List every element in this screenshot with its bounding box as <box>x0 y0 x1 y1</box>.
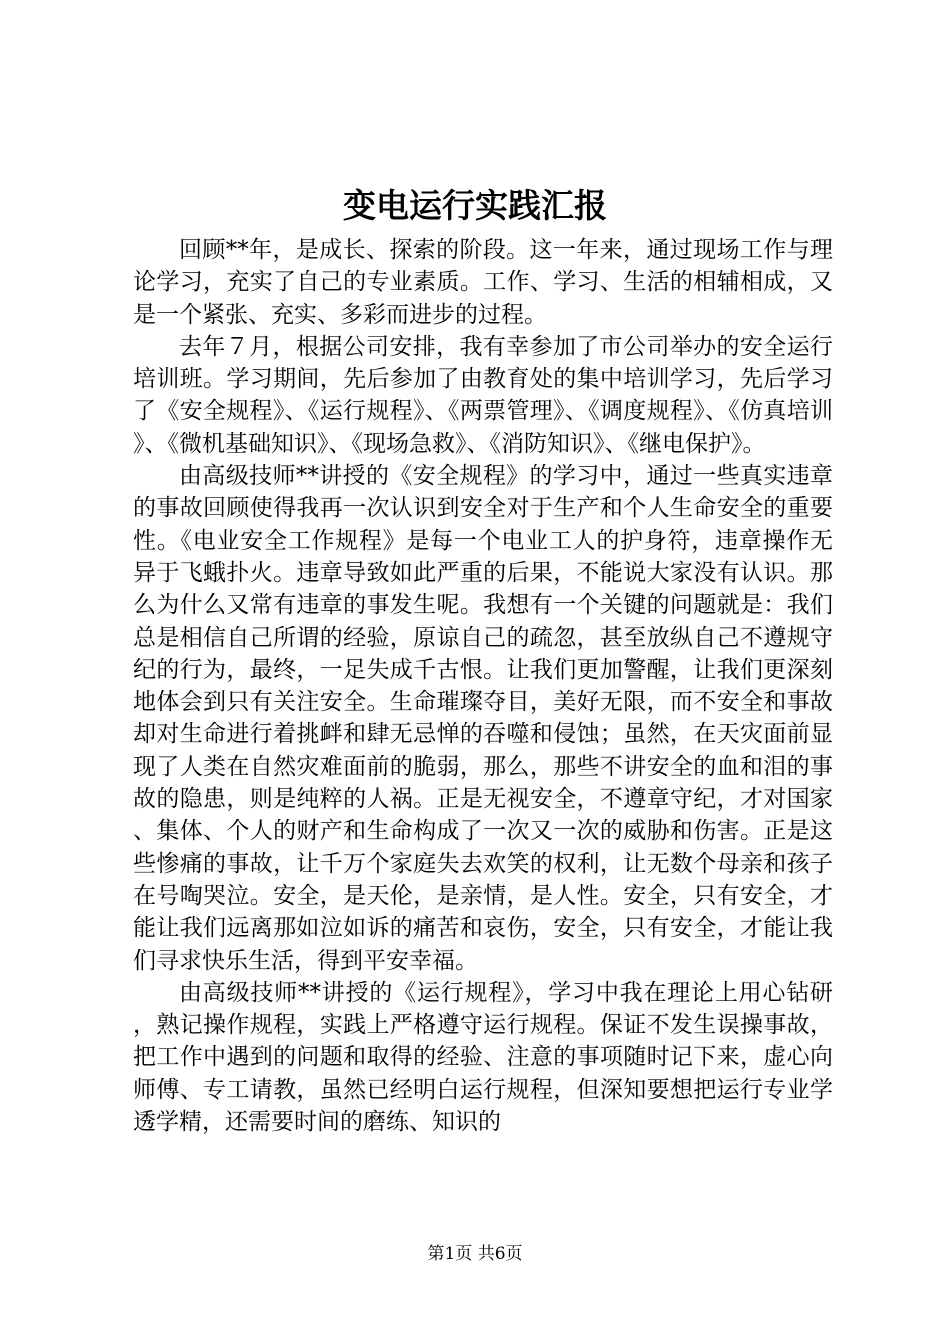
document-body <box>133 234 833 1171</box>
paragraph: 由高级技师**讲授的《安全规程》的学习中，通过一些真实违章的事故回顾使得我再一次认识到安全对于生产和个人生命安全的重要性。《电业安全工作规程》是每一个电业工人的护身符，违章操作无异于飞蛾扑火。违章导致如此严重的后果，不能说大家没有认识。那么为什么又常有违章的事发生呢。我想有一个关键的问题就是：我们总是相信自己所谓的经验，原谅自己的疏忽，甚至放纵自己不遵规守纪的行为，最终，一足失成千古恨。让我们更加警醒，让我们更深刻地体会到只有关注安全。生命璀璨夺目，美好无限，而不安全和事故却对生命进行着挑衅和肆无忌惮的吞噬和侵蚀；虽然，在天灾面前显现了人类在自然灾难面前的脆弱，那么，那些不讲安全的血和泪的事故的隐患，则是纯粹的人祸。正是无视安全，不遵章守纪，才对国家、集体、个人的财产和生命构成了一次又一次的威胁和伤害。正是这些惨痛的事故，让千万个家庭失去欢笑的权利，让无数个母亲和孩子在号啕哭泣。安全，是天伦，是亲情，是人性。安全，只有安全，才能让我们远离那如泣如诉的痛苦和哀伤，安全，只有安全，才能让我们寻求快乐生活，得到平安幸福。 <box>133 463 833 974</box>
paragraph: 回顾**年，是成长、探索的阶段。这一年来，通过现场工作与理论学习，充实了自己的专业素质。工作、学习、生活的相辅相成，又是一个紧张、充实、多彩而进步的过程。 <box>133 237 833 328</box>
paragraph: 由高级技师**讲授的《运行规程》，学习中我在理论上用心钻研，熟记操作规程，实践上严格遵守运行规程。保证不发生误操事故，把工作中遇到的问题和取得的经验、注意的事项随时记下来，虚心向师傅、专工请教，虽然已经明白运行规程，但深知要想把运行专业学透学精，还需要时间的磨练、知识的 <box>133 979 833 1136</box>
paragraph: 去年７月，根据公司安排，我有幸参加了市公司举办的安全运行培训班。学习期间，先后参加了由教育处的集中培训学习，先后学习了《安全规程》、《运行规程》、《两票管理》、《调度规程》、《仿真培训》、《微机基础知识》、《现场急救》、《消防知识》、《继电保护》。 <box>133 333 833 457</box>
document-title: 变电运行实践汇报 <box>343 186 607 225</box>
page-number-footer: 第1页 共6页 <box>427 1244 523 1264</box>
